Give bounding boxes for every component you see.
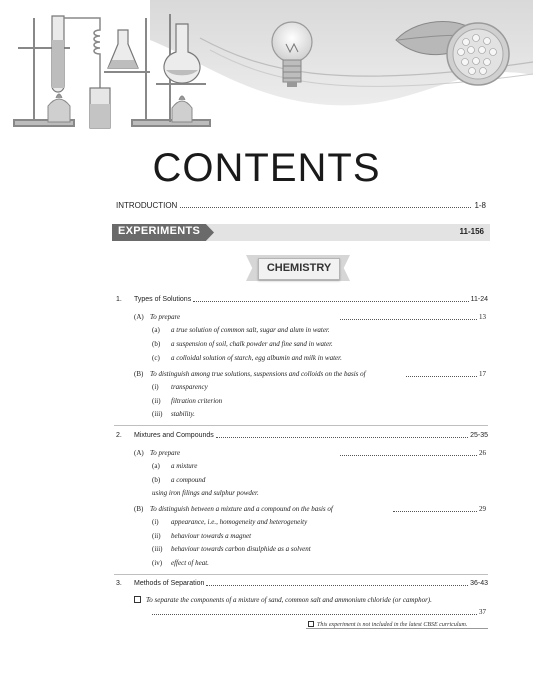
part-page: 26	[479, 449, 486, 457]
list-item: (a) a mixture	[152, 462, 198, 470]
part-label: (B)	[134, 505, 144, 513]
list-item: (a) a true solution of common salt, sugar and alum in water.	[152, 326, 330, 334]
list-item: (ii) filtration criterion	[152, 397, 223, 405]
section-number: 1.	[116, 296, 122, 303]
footnote	[308, 621, 467, 628]
test-tube-icon	[52, 16, 64, 92]
section-3-bullet[interactable]	[134, 596, 432, 604]
list-item: (b) a compound	[152, 476, 206, 484]
burner-right-icon	[172, 96, 192, 122]
part-text: To prepare	[150, 313, 181, 321]
dot-leader	[216, 437, 468, 438]
list-item: (b) a suspension of soil, chalk powder and fine sand in water.	[152, 340, 333, 348]
lab-equipment-banner	[0, 0, 533, 140]
footnote-rule	[306, 628, 488, 629]
section-divider	[114, 425, 488, 426]
dot-leader	[340, 455, 477, 456]
part-page: 17	[479, 370, 486, 378]
dot-leader	[206, 585, 468, 586]
beaker-icon	[90, 88, 110, 128]
introduction-entry[interactable]	[116, 201, 486, 210]
burner-left-icon	[48, 94, 70, 122]
list-item: (iv) effect of heat.	[152, 559, 209, 567]
part-text: To prepare	[150, 449, 181, 457]
section-title: Types of Solutions	[134, 296, 192, 303]
section-pages: 36-43	[470, 580, 488, 587]
list-item: (c) a colloidal solution of starch, egg albumin and milk in water.	[152, 354, 342, 362]
dot-leader	[340, 319, 477, 320]
page-title: CONTENTS	[152, 146, 381, 190]
section-2-part-b[interactable]	[134, 505, 486, 513]
subject-ribbon	[246, 255, 350, 281]
footnote-text: This experiment is not included in the latest CBSE curriculum.	[317, 622, 468, 628]
section-number: 2.	[116, 432, 122, 439]
ribbon-label-box	[258, 258, 340, 280]
section-2-entry[interactable]	[116, 432, 488, 439]
bullet-text: To separate the components of a mixture of sand, common salt and ammonium chloride (or camphor).	[146, 596, 432, 604]
section-pages: 11-24	[470, 296, 488, 303]
introduction-pages: 1-8	[474, 201, 486, 210]
checkbox-bullet-icon	[308, 621, 314, 627]
dot-leader	[193, 301, 468, 302]
experiments-label: EXPERIMENTS	[118, 225, 201, 237]
list-item: (i) appearance, i.e., homogeneity and heterogeneity	[152, 518, 308, 526]
section-1-part-b[interactable]	[134, 370, 486, 378]
list-item: (iii) behaviour towards carbon disulphide as a solvent	[152, 545, 311, 553]
section-3-entry[interactable]	[116, 580, 488, 587]
part-page: 13	[479, 313, 486, 321]
condenser-coil-icon	[64, 18, 100, 90]
section-divider	[114, 574, 488, 575]
part-text: To distinguish between a mixture and a compound on the basis of	[150, 505, 333, 513]
dot-leader	[406, 376, 477, 377]
list-item: (iii) stability.	[152, 410, 195, 418]
petri-dish-icon	[447, 23, 509, 85]
experiments-pages: 11-156	[459, 227, 484, 236]
section-1-part-a[interactable]	[134, 313, 486, 321]
part-label: (A)	[134, 313, 144, 321]
experiments-header	[112, 224, 490, 241]
list-item: (i) transparency	[152, 383, 208, 391]
section-title: Methods of Separation	[134, 580, 205, 587]
section-pages: 25-35	[470, 432, 488, 439]
subject-label: CHEMISTRY	[266, 262, 332, 274]
part-text: To distinguish among true solutions, suspensions and colloids on the basis of	[150, 370, 366, 378]
section-2-part-a[interactable]	[134, 449, 486, 457]
section-number: 3.	[116, 580, 122, 587]
conical-flask-icon	[108, 30, 138, 68]
introduction-label: INTRODUCTION	[116, 201, 178, 210]
section-1-entry[interactable]	[116, 296, 488, 303]
part-label: (B)	[134, 370, 144, 378]
bullet-page: 37	[479, 608, 486, 616]
section-3-bullet-page-row	[150, 608, 486, 616]
part-label: (A)	[134, 449, 144, 457]
section-title: Mixtures and Compounds	[134, 432, 214, 439]
checkbox-bullet-icon	[134, 596, 141, 603]
part-note: using iron filings and sulphur powder.	[152, 489, 259, 497]
dot-leader	[152, 614, 477, 615]
dot-leader	[393, 511, 477, 512]
list-item: (ii) behaviour towards a magnet	[152, 532, 252, 540]
part-page: 29	[479, 505, 486, 513]
dot-leader	[180, 207, 471, 208]
